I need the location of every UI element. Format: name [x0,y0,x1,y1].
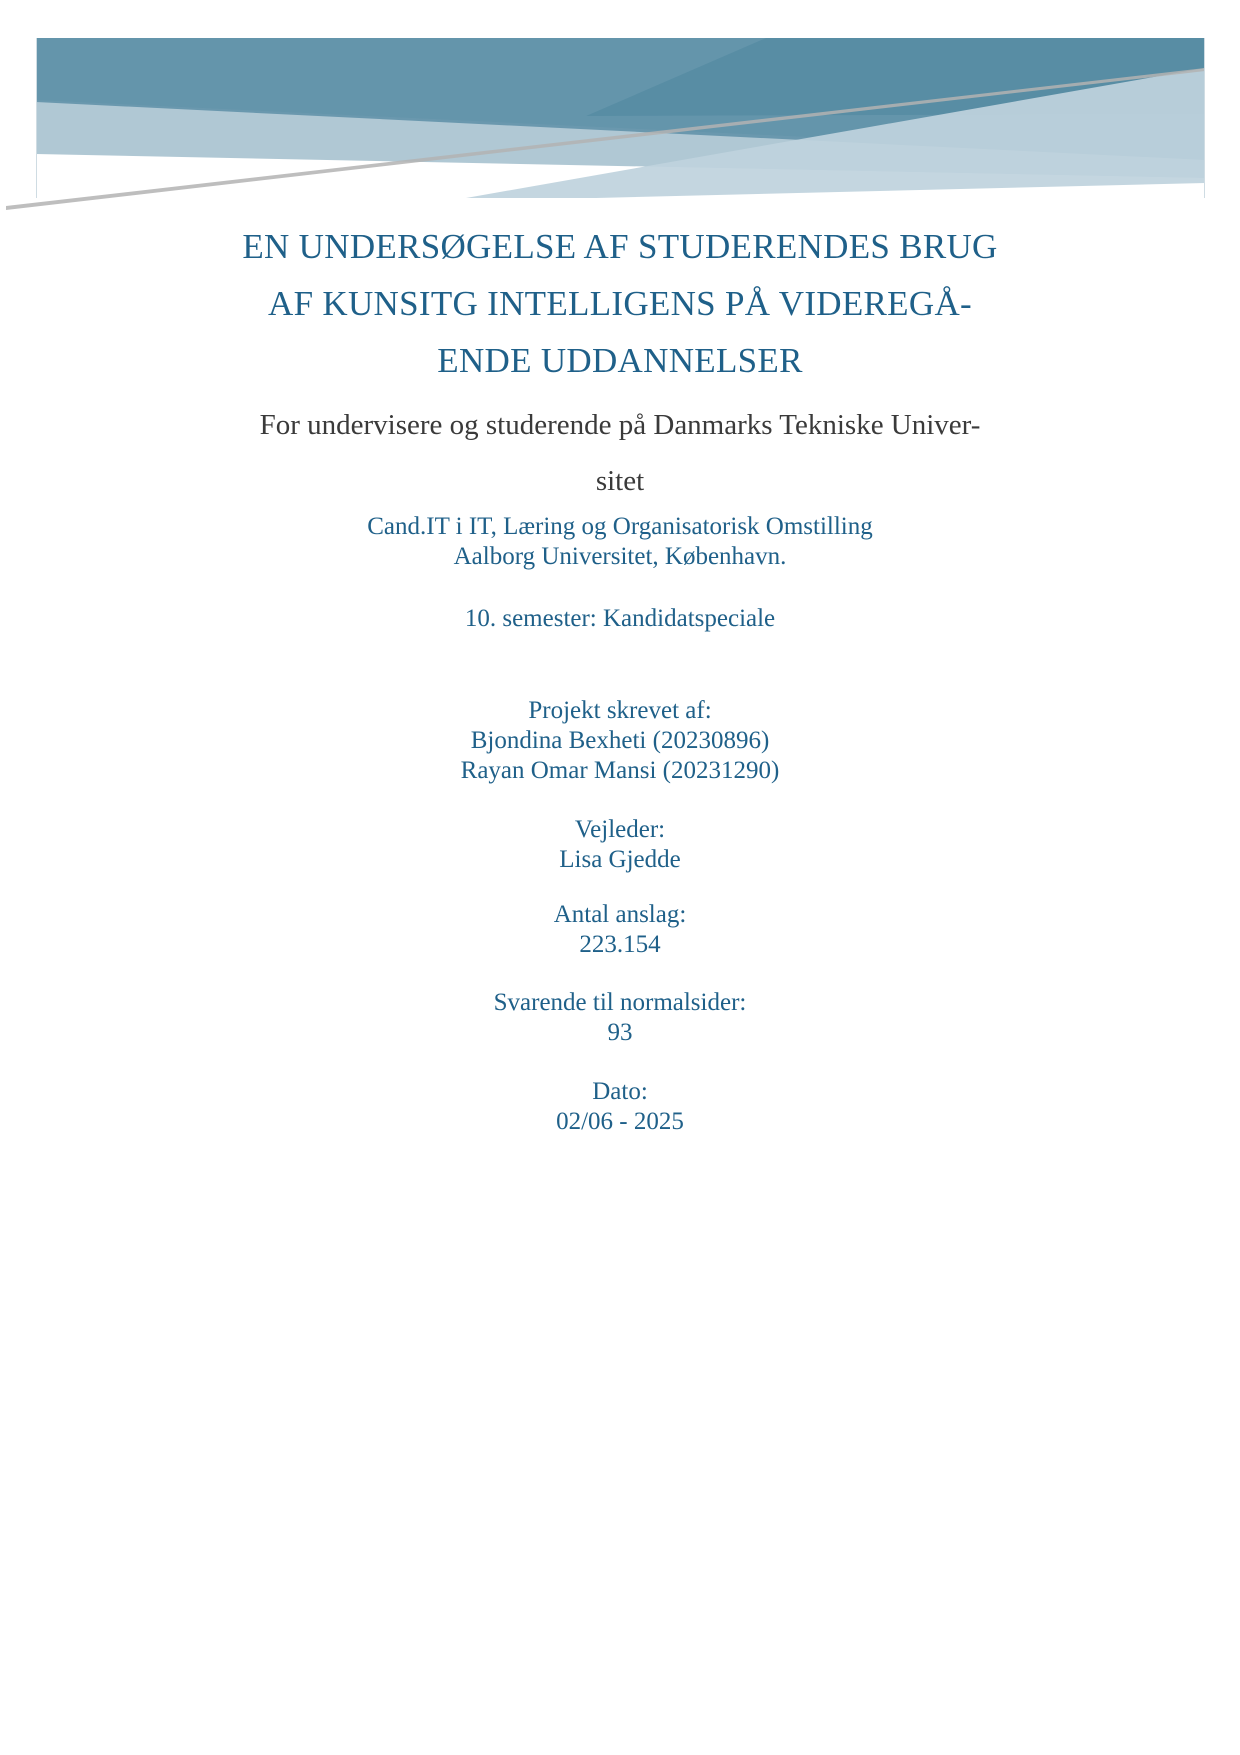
character-count-block [0,900,1240,990]
subtitle-line-2: sitet [595,465,645,497]
header-banner-graphic [36,38,1205,198]
date-group [0,1077,1240,1137]
title-line-3: ENDE UDDANNELSER [437,341,803,380]
subtitle-line-1: For undervisere og studerende på Danmarks Tekniske Univer- [259,409,981,441]
title-line-1: EN UNDERSØGELSE AF STUDERENDES BRUG [242,227,998,266]
normal-pages-label: Svarende til normalsider: [493,989,747,1016]
character-count-value: 223.154 [579,931,661,958]
date-label: Dato: [592,1078,648,1105]
banner-shapes [36,38,1205,198]
banner-edge-left [36,38,37,198]
author-two: Rayan Omar Mansi (20231290) [460,757,780,784]
supervisor-group [0,815,1240,875]
program-name: Cand.IT i IT, Læring og Organisatorisk Omstilling [367,513,873,540]
supervisor-block [0,815,1240,905]
character-count-label: Antal anslag: [553,901,687,928]
authors-group [0,696,1240,786]
authors-label: Projekt skrevet af: [528,697,712,724]
university-name: Aalborg Universitet, København. [453,543,787,570]
normal-pages-value: 93 [607,1019,633,1046]
banner-edge-right [1204,38,1205,198]
date-value: 02/06 - 2025 [556,1108,684,1135]
date-block [0,1077,1240,1167]
supervisor-label: Vejleder: [574,816,666,843]
normal-pages-block [0,988,1240,1078]
semester-group [0,604,1240,634]
semester-block [0,604,1240,664]
program-group [0,512,1240,572]
character-count-group [0,900,1240,960]
title-line-2: AF KUNSITG INTELLIGENS PÅ VIDEREGÅ- [268,284,972,323]
supervisor-name: Lisa Gjedde [559,846,681,873]
program-block [0,512,1240,602]
title-block [0,218,1240,509]
semester-label: 10. semester: Kandidatspeciale [464,605,776,632]
page-subtitle [0,389,1240,509]
author-one: Bjondina Bexheti (20230896) [470,727,770,754]
authors-block [0,696,1240,816]
normal-pages-group [0,988,1240,1048]
page-title [0,218,1240,389]
